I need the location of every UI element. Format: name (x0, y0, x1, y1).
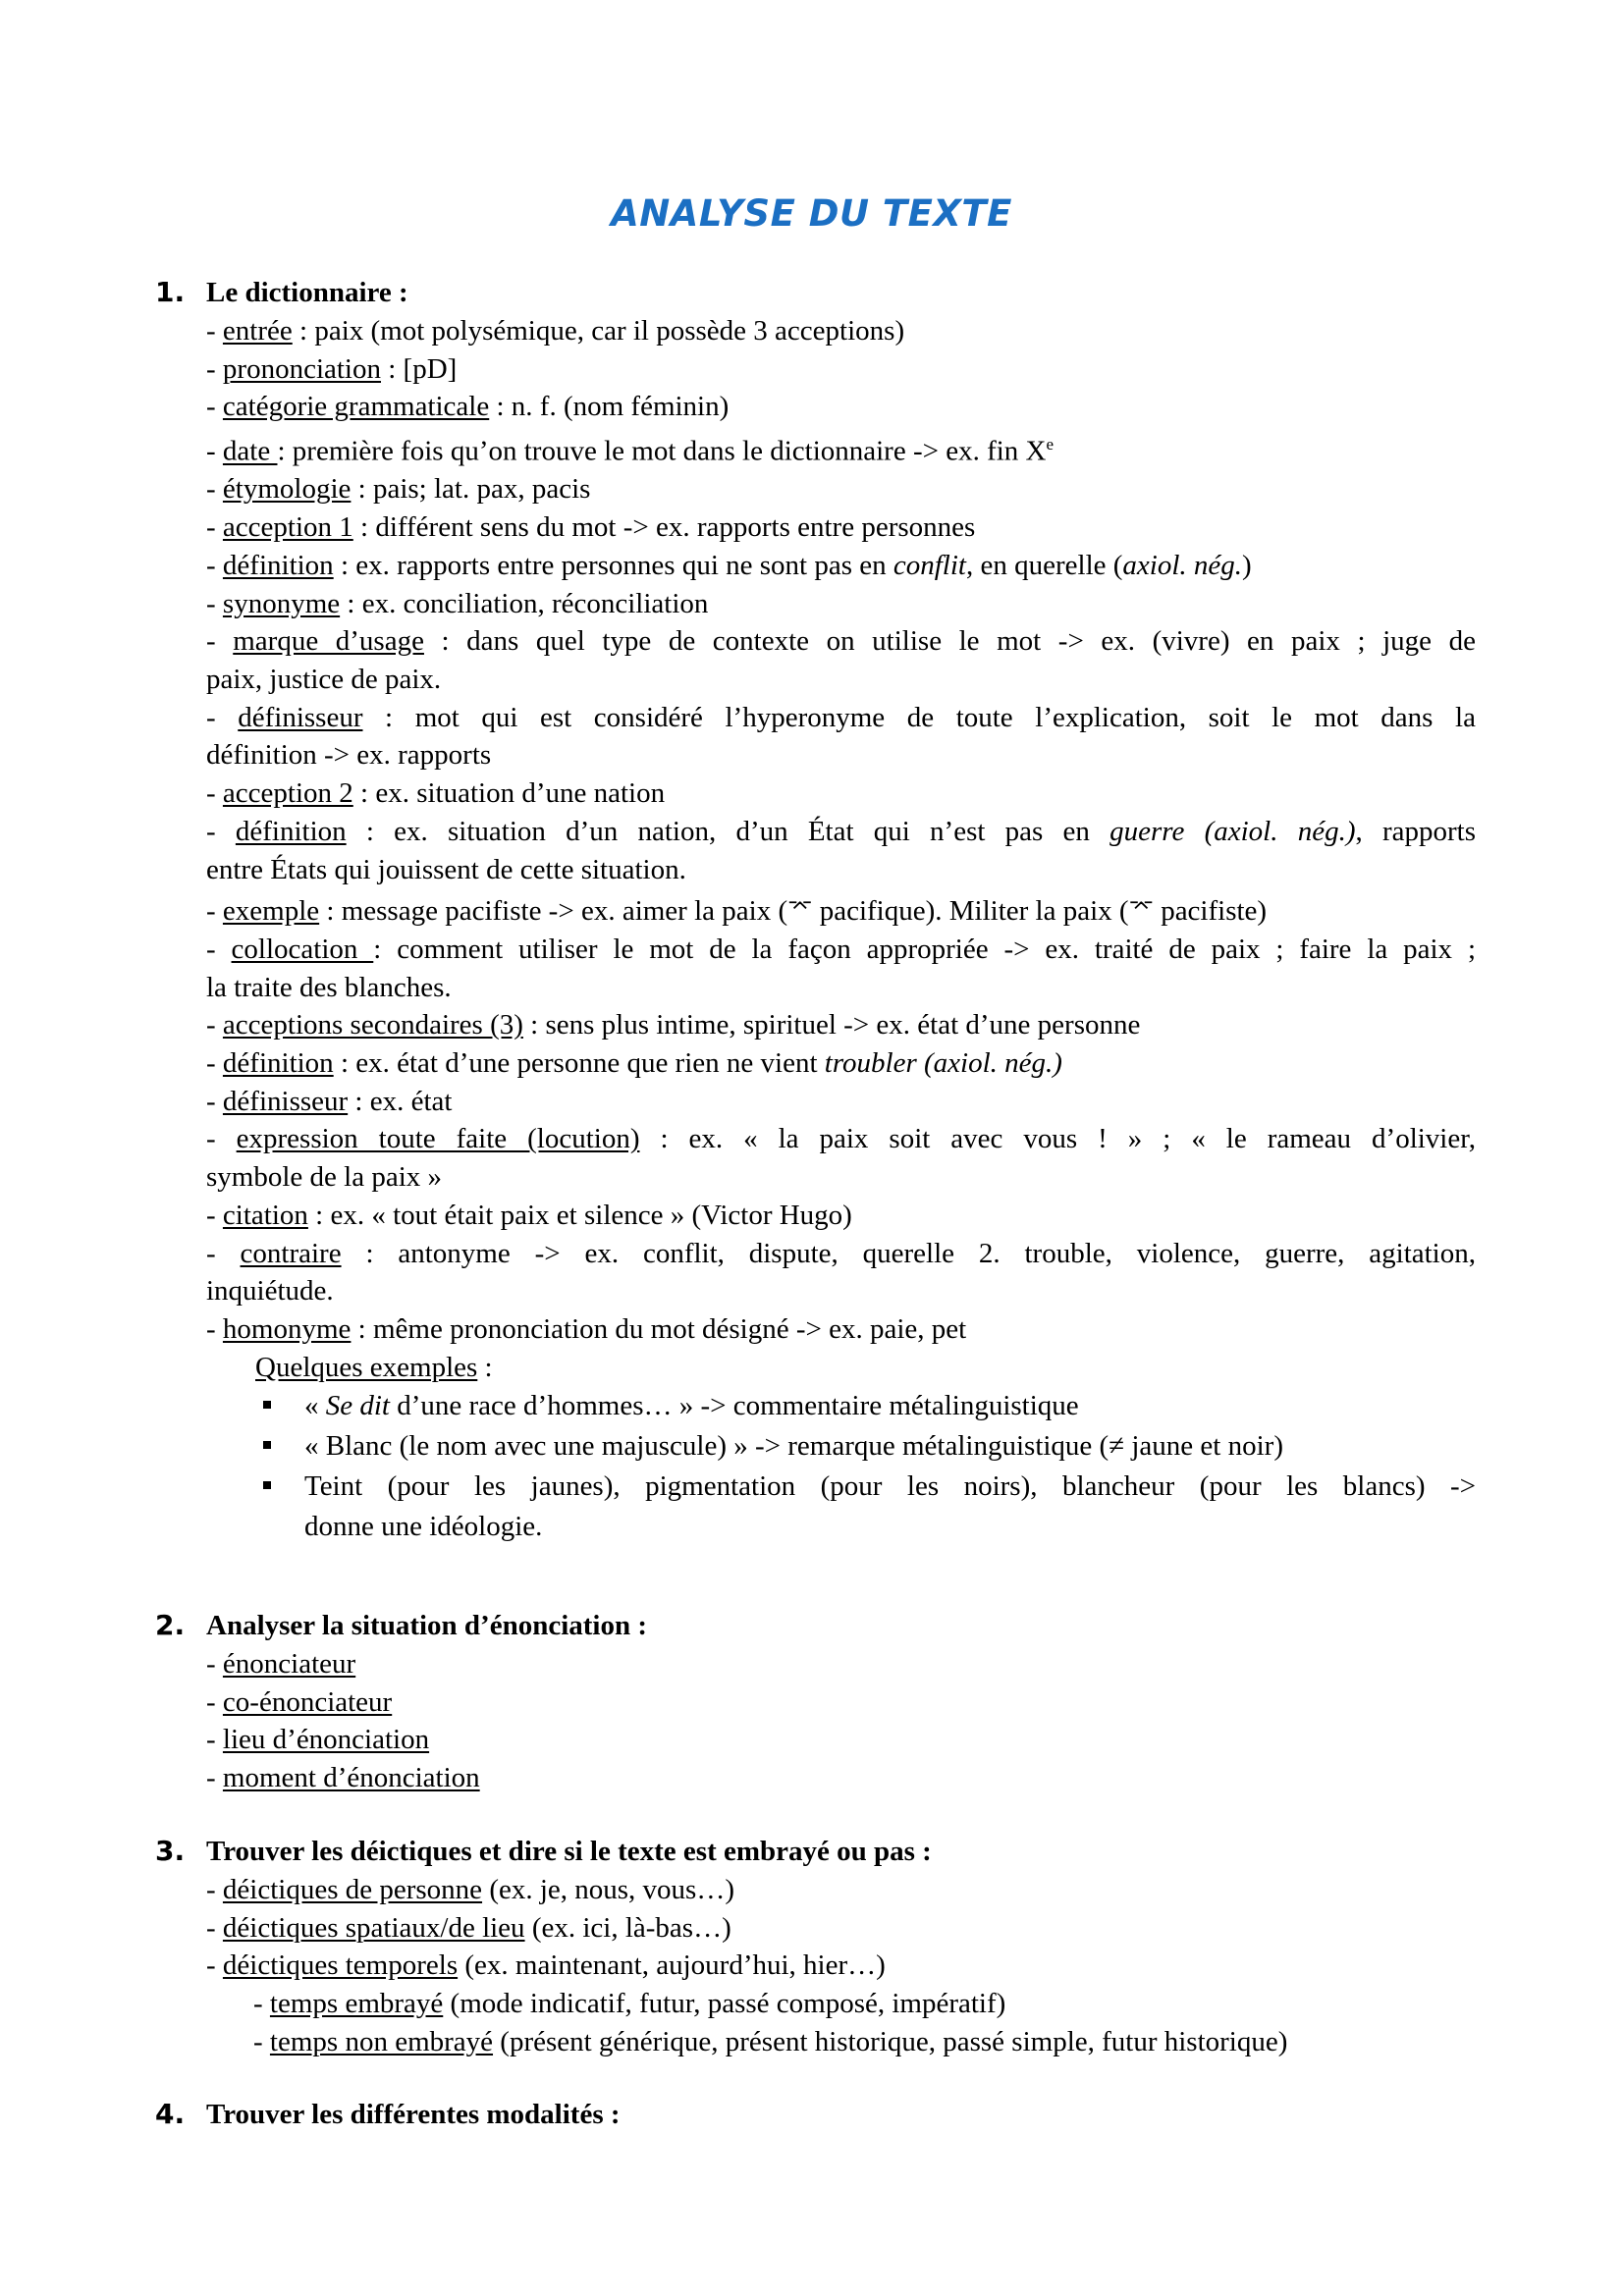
list-item: - co-énonciateur (206, 1685, 393, 1718)
entry-expression-cont: symbole de la paix » (206, 1161, 443, 1194)
page-title: ANALYSE DU TEXTE (611, 192, 1012, 235)
section-title: Analyser la situation d’énonciation : (206, 1610, 648, 1641)
section-number: 1. (155, 276, 186, 308)
section-dictionnaire (155, 273, 1476, 1547)
section-heading (155, 1606, 1476, 1645)
section-enonciation (155, 1606, 1476, 1797)
entry-contraire: - contraire : antonyme -> ex. conflit, dispute, querelle 2. trouble, violence, guerre, agitation, (206, 1237, 1476, 1269)
entry-definition-2: - définition : ex. situation d’un nation, d’un État qui n’est pas en guerre (axiol. nég.), rapports (206, 815, 1476, 847)
entry-definition-2-cont: entre États qui jouissent de cette situation. (206, 853, 686, 885)
list-item: - énonciateur (206, 1648, 356, 1680)
entry-definisseur-2: - définisseur : ex. état (206, 1085, 453, 1117)
entry-marque-usage: - marque d’usage : dans quel type de contexte on utilise le mot -> ex. (vivre) en paix ; juge de (206, 625, 1476, 658)
section-heading (155, 273, 1476, 312)
section-heading (155, 2095, 1476, 2134)
entry-acception-2: - acception 2 : ex. situation d’une nation (206, 777, 666, 810)
section-title: Trouver les déictiques et dire si le texte est embrayé ou pas : (206, 1836, 932, 1867)
entry-categorie: - catégorie grammaticale : n. f. (nom féminin) (206, 391, 730, 423)
list-item: - lieu d’énonciation (206, 1724, 430, 1756)
list-subitem: - temps embrayé (mode indicatif, futur, passé composé, impératif) (253, 1988, 1006, 2020)
approx-icon: ⌤ (787, 894, 813, 920)
examples-list (155, 1386, 1476, 1547)
section-heading (155, 1832, 1476, 1871)
list-item: - déictiques spatiaux/de lieu (ex. ici, là-bas…) (206, 1911, 731, 1944)
entry-acceptions-secondaires: - acceptions secondaires (3) : sens plus intime, spirituel -> ex. état d’une personne (206, 1009, 1141, 1041)
section-number: 2. (155, 1609, 186, 1641)
section-body (206, 1645, 1476, 1797)
entry-entree: - entrée : paix (mot polysémique, car il possède 3 acceptions) (206, 315, 905, 347)
section-body (206, 1871, 1476, 2061)
list-item: Teint (pour les jaunes), pigmentation (pour les noirs), blancheur (pour les blancs) -> donne une idéologie. (251, 1467, 1476, 1547)
entry-definition: - définition : ex. rapports entre personnes qui ne sont pas en conflit, en querelle (axiol. nég.) (206, 549, 1252, 581)
square-bullet-icon (263, 1441, 271, 1449)
entry-homonyme: - homonyme : même prononciation du mot désigné -> ex. paie, pet (206, 1312, 967, 1345)
list-item: - moment d’énonciation (206, 1762, 480, 1794)
examples-label: Quelques exemples : (255, 1351, 493, 1383)
list-item: « Se dit d’une race d’hommes… » -> commentaire métalinguistique (251, 1386, 1476, 1426)
entry-collocation: - collocation : comment utiliser le mot de la façon appropriée -> ex. traité de paix ; faire la paix ; (206, 933, 1476, 965)
entry-definition-3: - définition : ex. état d’une personne que rien ne vient troubler (axiol. nég.) (206, 1047, 1062, 1080)
entry-collocation-cont: la traite des blanches. (206, 971, 452, 1003)
entry-exemple: - exemple : message pacifiste -> ex. aimer la paix (⌤ pacifique). Militer la paix (⌤ pacifiste) (206, 894, 1268, 928)
approx-icon: ⌤ (1128, 894, 1154, 920)
square-bullet-icon (263, 1481, 271, 1489)
list-item: - déictiques de personne (ex. je, nous, vous…) (206, 1874, 734, 1905)
section-number: 4. (155, 2098, 186, 2130)
entry-etymologie: - étymologie : pais; lat. pax, pacis (206, 473, 591, 506)
entry-expression: - expression toute faite (locution) : ex. « la paix soit avec vous ! » ; « le rameau d’olivier, (206, 1123, 1476, 1155)
list-item: - déictiques temporels (ex. maintenant, aujourd’hui, hier…) (206, 1949, 886, 1982)
section-body (206, 312, 1476, 1386)
section-title: Trouver les différentes modalités : (206, 2099, 621, 2130)
list-item: « Blanc (le nom avec une majuscule) » -> remarque métalinguistique (≠ jaune et noir) (251, 1426, 1476, 1467)
square-bullet-icon (263, 1401, 271, 1409)
section-modalites (155, 2095, 1476, 2134)
entry-definisseur: - définisseur : mot qui est considéré l’hyperonyme de toute l’explication, soit le mot dans la (206, 701, 1476, 733)
section-deictiques (155, 1832, 1476, 2061)
entry-prononciation: - prononciation : [pD] (206, 352, 458, 385)
section-number: 3. (155, 1835, 186, 1867)
list-subitem: - temps non embrayé (présent générique, présent historique, passé simple, futur historique) (253, 2025, 1288, 2057)
entry-definisseur-cont: définition -> ex. rapports (206, 739, 492, 772)
section-title: Le dictionnaire : (206, 277, 408, 308)
entry-synonyme: - synonyme : ex. conciliation, réconciliation (206, 587, 709, 619)
entry-contraire-cont: inquiétude. (206, 1275, 334, 1308)
entry-date: - date : première fois qu’on trouve le mot dans le dictionnaire -> ex. fin Xe (206, 435, 1055, 467)
entry-marque-usage-cont: paix, justice de paix. (206, 663, 442, 695)
entry-acception-1: - acception 1 : différent sens du mot -> ex. rapports entre personnes (206, 511, 976, 544)
entry-citation: - citation : ex. « tout était paix et silence » (Victor Hugo) (206, 1199, 852, 1231)
